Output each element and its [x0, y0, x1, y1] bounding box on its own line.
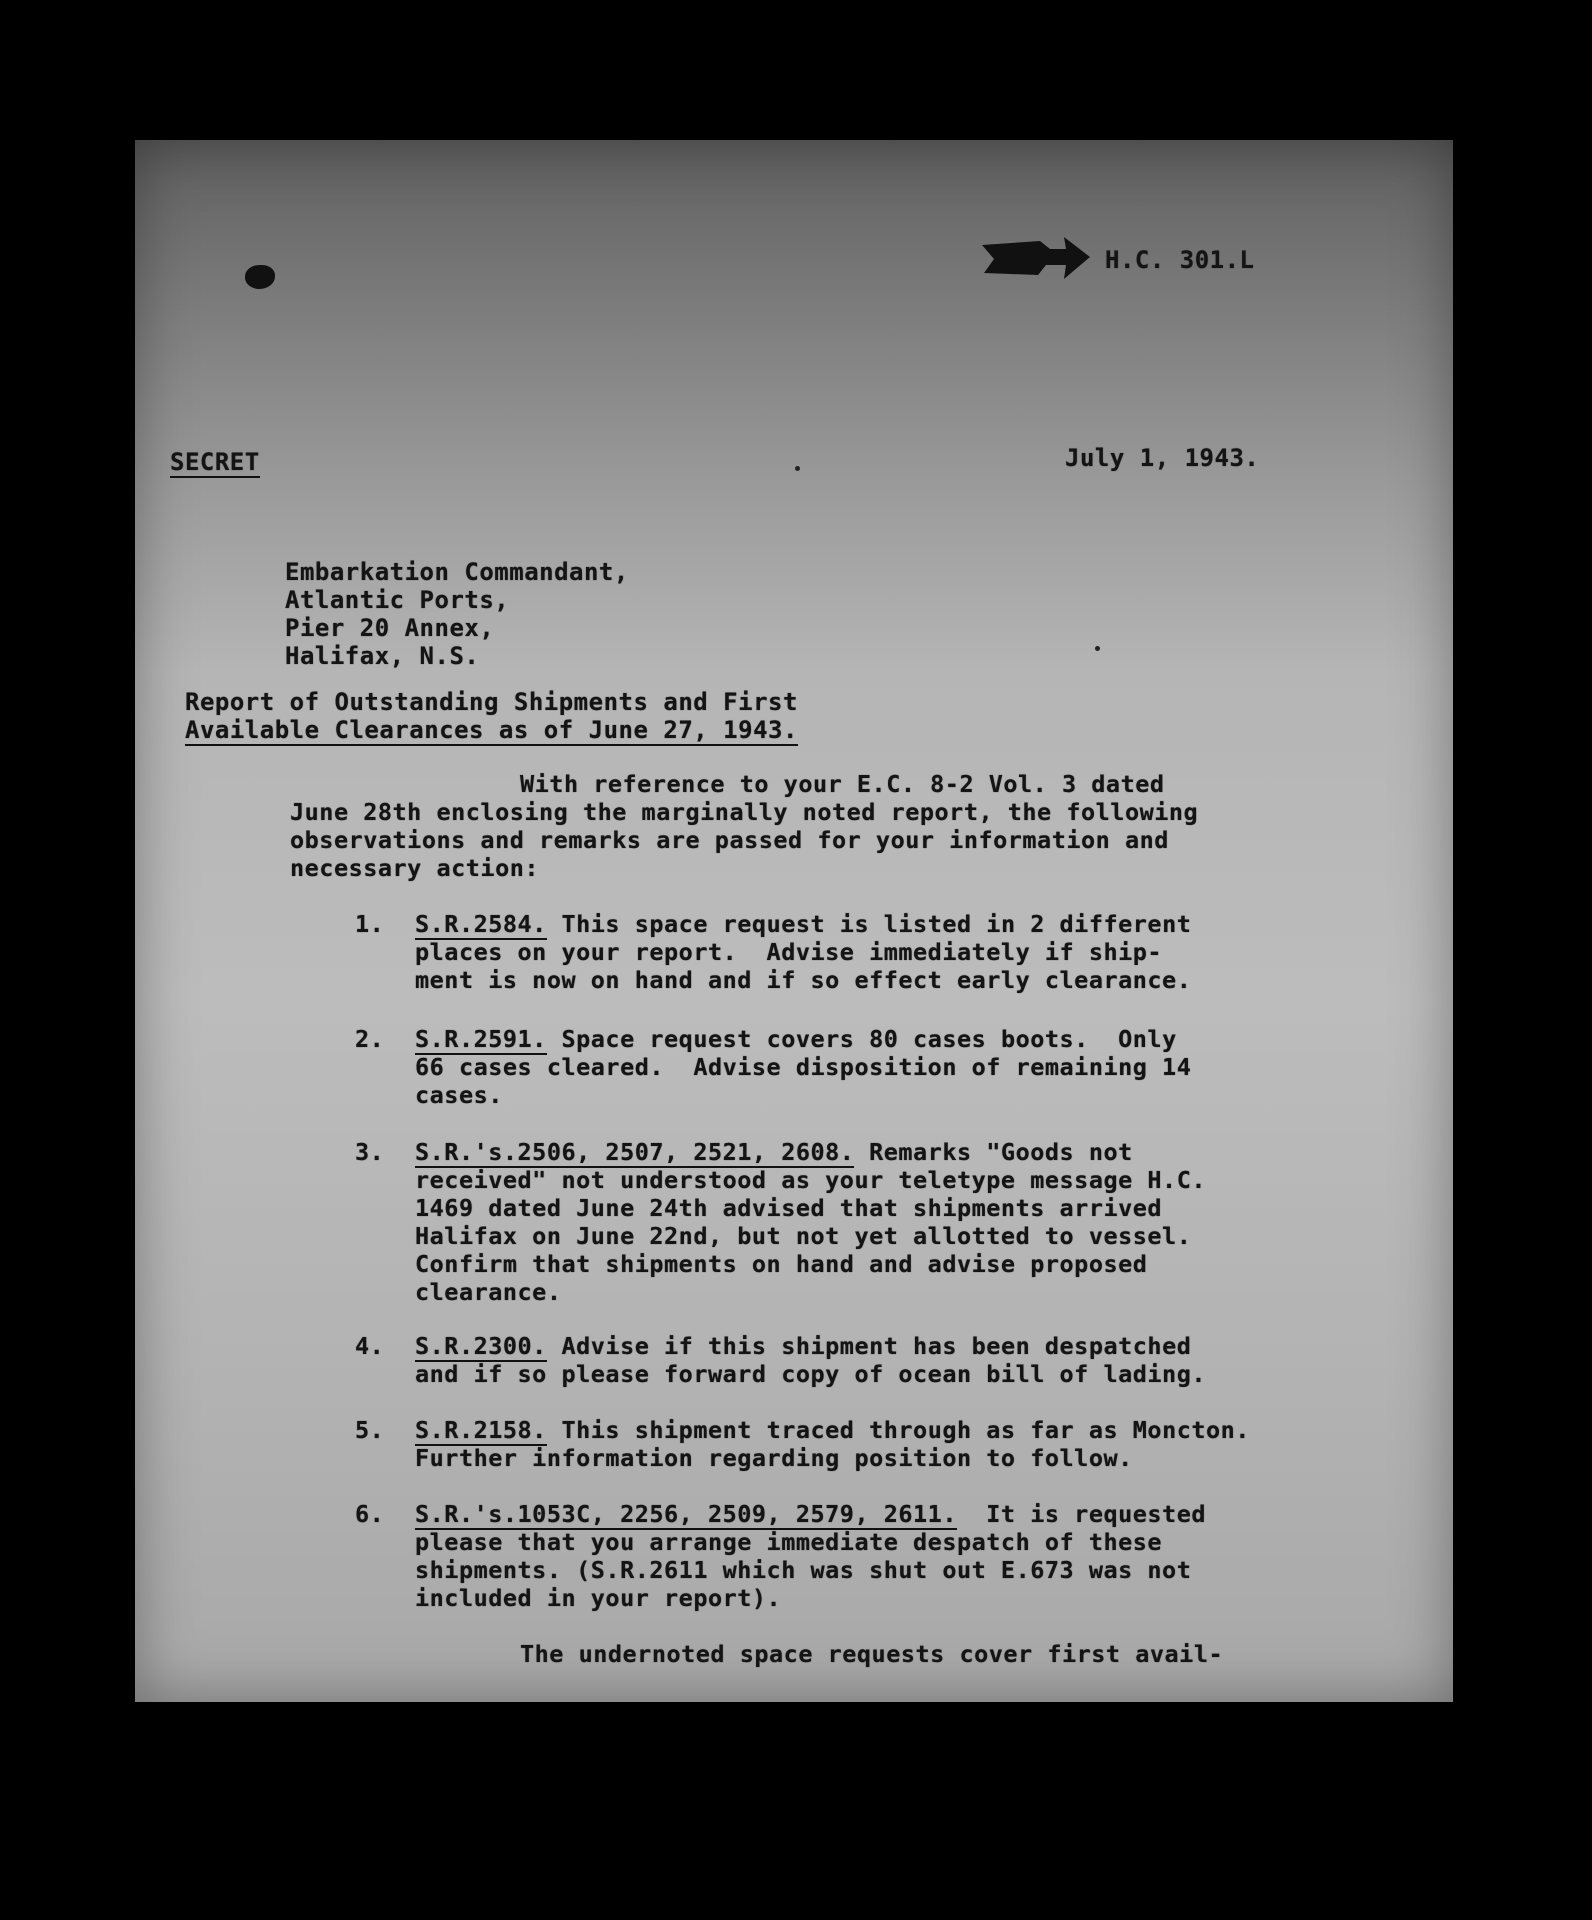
- classification-stamp: SECRET: [170, 448, 260, 476]
- closing-line: The undernoted space requests cover first avail-: [520, 1640, 1224, 1668]
- item-number: 6.: [355, 1500, 385, 1528]
- space-request-ref: S.R.'s.2506, 2507, 2521, 2608.: [415, 1138, 855, 1166]
- addressee-line: Halifax, N.S.: [285, 642, 480, 670]
- item-number: 1.: [355, 910, 385, 938]
- item-text: 1469 dated June 24th advised that shipments arrived: [415, 1194, 1163, 1222]
- item-text: Halifax on June 22nd, but not yet allotted to vessel.: [415, 1222, 1192, 1250]
- item-number: 5.: [355, 1416, 385, 1444]
- item-number: 2.: [355, 1025, 385, 1053]
- letter-date: July 1, 1943.: [1065, 444, 1260, 472]
- item-number: 3.: [355, 1138, 385, 1166]
- addressee-line: Embarkation Commandant,: [285, 558, 629, 586]
- subject-line: Available Clearances as of June 27, 1943.: [185, 716, 798, 744]
- item-text: This space request is listed in 2 different: [546, 910, 1192, 938]
- intro-line: June 28th enclosing the marginally noted report, the following: [290, 798, 1199, 826]
- intro-line: necessary action:: [290, 854, 540, 882]
- space-request-ref: S.R.2584.: [415, 910, 547, 938]
- item-text: Advise if this shipment has been despatched: [546, 1332, 1192, 1360]
- item-text: received" not understood as your teletype message H.C.: [415, 1166, 1207, 1194]
- item-text: clearance.: [415, 1278, 562, 1306]
- intro-line: observations and remarks are passed for your information and: [290, 826, 1169, 854]
- item-text: Remarks "Goods not: [854, 1138, 1133, 1166]
- item-text: places on your report. Advise immediately if ship-: [415, 938, 1163, 966]
- item-text: 66 cases cleared. Advise disposition of remaining 14: [415, 1053, 1192, 1081]
- item-text: Further information regarding position to follow.: [415, 1444, 1133, 1472]
- space-request-ref: S.R.'s.1053C, 2256, 2509, 2579, 2611.: [415, 1500, 957, 1528]
- item-text: Confirm that shipments on hand and advise proposed: [415, 1250, 1148, 1278]
- addressee-line: Pier 20 Annex,: [285, 614, 495, 642]
- subject-line: Report of Outstanding Shipments and First: [185, 688, 798, 716]
- item-text: shipments. (S.R.2611 which was shut out E.673 was not: [415, 1556, 1192, 1584]
- addressee-line: Atlantic Ports,: [285, 586, 510, 614]
- item-text: It is requested: [956, 1500, 1207, 1528]
- item-text: Space request covers 80 cases boots. Only: [546, 1025, 1177, 1053]
- item-text: ment is now on hand and if so effect early clearance.: [415, 966, 1192, 994]
- document-page: [135, 140, 1453, 1702]
- item-number: 4.: [355, 1332, 385, 1360]
- item-text: and if so please forward copy of ocean bill of lading.: [415, 1360, 1207, 1388]
- space-request-ref: S.R.2158.: [415, 1416, 547, 1444]
- space-request-ref: S.R.2591.: [415, 1025, 547, 1053]
- item-text: cases.: [415, 1081, 503, 1109]
- space-request-ref: S.R.2300.: [415, 1332, 547, 1360]
- file-reference: H.C. 301.L: [1105, 246, 1255, 274]
- ink-blot-mark: [245, 265, 275, 289]
- item-text: please that you arrange immediate despatch of these: [415, 1528, 1163, 1556]
- item-text: This shipment traced through as far as Moncton.: [546, 1416, 1250, 1444]
- intro-line: With reference to your E.C. 8-2 Vol. 3 dated: [520, 770, 1165, 798]
- item-text: included in your report).: [415, 1584, 782, 1612]
- arrow-pointer-mark: [980, 235, 1092, 285]
